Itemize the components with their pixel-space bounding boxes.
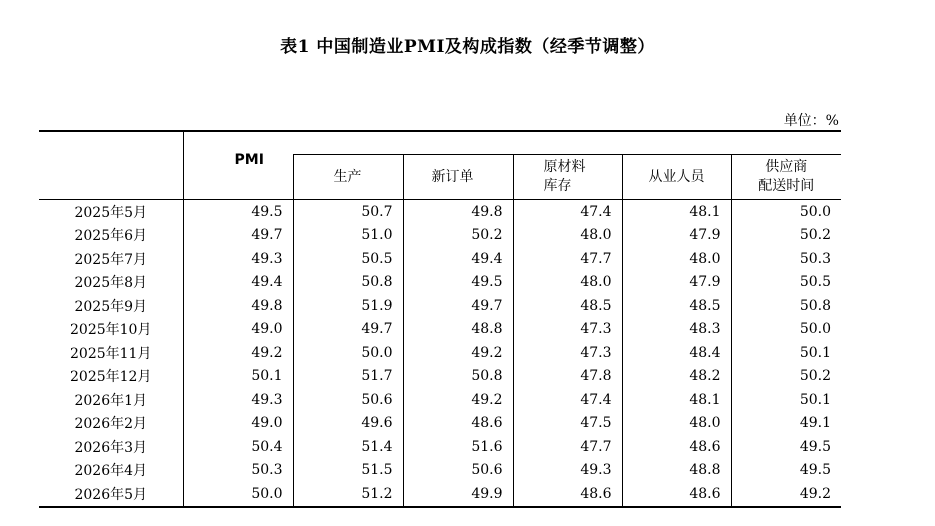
header-raw-materials [513,155,622,200]
header-production: 生产 [293,155,403,200]
header-new-orders: 新订单 [403,155,513,200]
cell-raw-materials: 47.4 [513,200,622,224]
header-supplier-line2: 配送时间 [758,178,815,194]
cell-supplier: 50.3 [731,247,841,271]
cell-production: 50.5 [293,247,403,271]
row-month: 2025年12月 [70,369,152,386]
cell-employees: 48.6 [622,482,731,507]
cell-production: 51.0 [293,224,403,248]
table-row [39,224,841,248]
cell-production: 51.9 [293,294,403,318]
cell-new-orders: 50.6 [403,459,513,483]
row-month: 2025年5月 [74,204,148,221]
cell-supplier: 50.0 [731,318,841,342]
corner-cell [39,131,183,200]
header-pmi: PMI [183,131,293,200]
row-month: 2026年4月 [74,463,148,480]
pmi-table [39,130,841,508]
cell-employees: 48.3 [622,318,731,342]
cell-new-orders: 49.2 [403,341,513,365]
cell-supplier: 50.0 [731,200,841,224]
cell-employees: 48.1 [622,200,731,224]
table-row [39,459,841,483]
cell-raw-materials: 47.8 [513,365,622,389]
table-row [39,341,841,365]
cell-new-orders: 49.5 [403,271,513,295]
cell-new-orders: 49.2 [403,388,513,412]
header-top-row [39,131,841,155]
row-month: 2025年9月 [74,298,148,315]
cell-pmi: 49.3 [183,388,293,412]
cell-production: 51.2 [293,482,403,507]
table-row [39,388,841,412]
cell-supplier: 50.1 [731,341,841,365]
row-month: 2025年10月 [70,322,152,339]
unit-label: 单位：% [783,113,839,129]
table-title: 表1 中国制造业PMI及构成指数（经季节调整） [280,37,655,57]
cell-new-orders: 49.4 [403,247,513,271]
row-month: 2025年7月 [74,251,148,268]
cell-production: 51.5 [293,459,403,483]
cell-production: 51.7 [293,365,403,389]
cell-raw-materials: 47.3 [513,318,622,342]
row-month: 2026年3月 [74,439,148,456]
cell-employees: 48.4 [622,341,731,365]
cell-supplier: 50.2 [731,365,841,389]
row-month: 2025年6月 [74,228,148,245]
cell-pmi: 49.4 [183,271,293,295]
cell-new-orders: 51.6 [403,435,513,459]
cell-pmi: 49.7 [183,224,293,248]
cell-new-orders: 48.6 [403,412,513,436]
table-row [39,318,841,342]
table-row [39,365,841,389]
cell-new-orders: 50.2 [403,224,513,248]
cell-raw-materials: 47.7 [513,247,622,271]
cell-new-orders: 49.9 [403,482,513,507]
cell-employees: 48.0 [622,412,731,436]
cell-production: 50.8 [293,271,403,295]
cell-employees: 48.0 [622,247,731,271]
cell-supplier: 50.1 [731,388,841,412]
cell-supplier: 50.2 [731,224,841,248]
cell-pmi: 50.0 [183,482,293,507]
cell-raw-materials: 48.5 [513,294,622,318]
table-row [39,200,841,224]
cell-pmi: 50.1 [183,365,293,389]
header-employees: 从业人员 [622,155,731,200]
cell-raw-materials: 48.6 [513,482,622,507]
cell-pmi: 49.0 [183,318,293,342]
table-row [39,271,841,295]
cell-production: 50.6 [293,388,403,412]
table-row [39,247,841,271]
cell-raw-materials: 48.0 [513,224,622,248]
cell-supplier: 50.8 [731,294,841,318]
cell-pmi: 50.4 [183,435,293,459]
row-month: 2025年8月 [74,275,148,292]
cell-new-orders: 48.8 [403,318,513,342]
table-row [39,435,841,459]
cell-supplier: 49.2 [731,482,841,507]
cell-pmi: 49.2 [183,341,293,365]
cell-production: 50.7 [293,200,403,224]
cell-pmi: 49.5 [183,200,293,224]
cell-pmi: 49.3 [183,247,293,271]
cell-raw-materials: 48.0 [513,271,622,295]
cell-production: 49.6 [293,412,403,436]
cell-supplier: 49.1 [731,412,841,436]
cell-employees: 47.9 [622,271,731,295]
row-month: 2026年1月 [74,392,148,409]
row-month: 2026年5月 [39,482,183,507]
cell-new-orders: 49.8 [403,200,513,224]
header-raw-materials-line2: 库存 [543,178,572,194]
row-month: 2026年2月 [74,416,148,433]
cell-raw-materials: 47.4 [513,388,622,412]
header-spacer [293,131,841,155]
table-row [39,412,841,436]
cell-pmi: 50.3 [183,459,293,483]
cell-employees: 48.2 [622,365,731,389]
cell-supplier: 50.5 [731,271,841,295]
cell-new-orders: 49.7 [403,294,513,318]
header-raw-materials-line1: 原材料 [543,159,586,175]
cell-new-orders: 50.8 [403,365,513,389]
cell-raw-materials: 49.3 [513,459,622,483]
table-row [39,294,841,318]
cell-production: 51.4 [293,435,403,459]
cell-pmi: 49.0 [183,412,293,436]
cell-employees: 48.5 [622,294,731,318]
cell-pmi: 49.8 [183,294,293,318]
cell-raw-materials: 47.7 [513,435,622,459]
cell-employees: 47.9 [622,224,731,248]
cell-raw-materials: 47.5 [513,412,622,436]
cell-production: 50.0 [293,341,403,365]
cell-employees: 48.8 [622,459,731,483]
cell-supplier: 49.5 [731,459,841,483]
table-row [39,482,841,507]
cell-supplier: 49.5 [731,435,841,459]
cell-employees: 48.6 [622,435,731,459]
cell-raw-materials: 47.3 [513,341,622,365]
cell-employees: 48.1 [622,388,731,412]
header-supplier-line1: 供应商 [765,159,808,175]
header-supplier [731,155,841,200]
row-month: 2025年11月 [70,345,152,362]
cell-production: 49.7 [293,318,403,342]
